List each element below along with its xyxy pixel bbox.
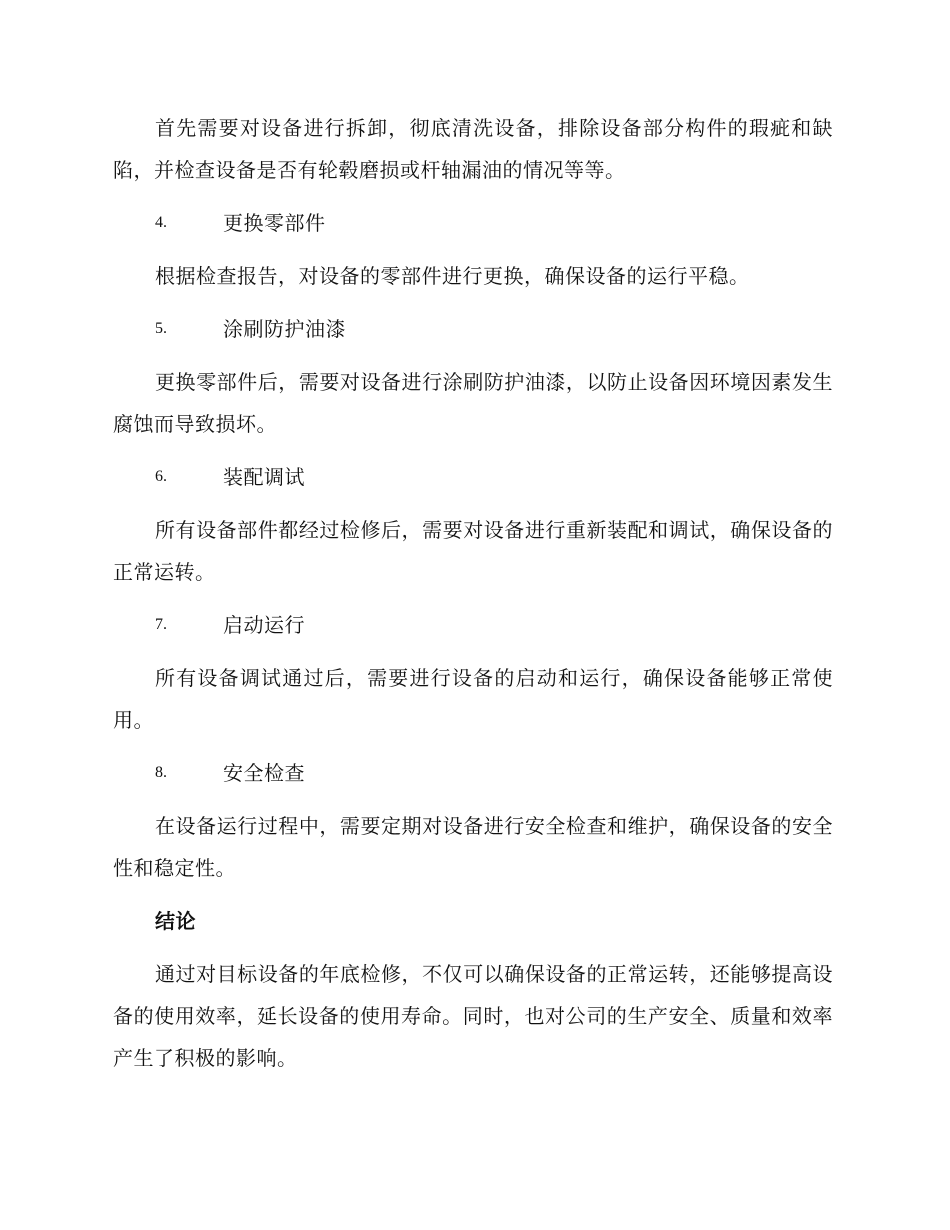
step-heading-8 <box>113 752 833 794</box>
step-number: 5. <box>155 320 167 337</box>
step-number: 4. <box>155 214 167 231</box>
step-title: 装配调试 <box>223 465 305 489</box>
step-body-8: 在设备运行过程中，需要定期对设备进行安全检查和维护，确保设备的安全性和稳定性。 <box>113 814 833 880</box>
step-title: 涂刷防护油漆 <box>223 317 346 341</box>
step-heading-6 <box>113 456 833 498</box>
step-heading-5 <box>113 308 833 350</box>
step-heading-7 <box>113 604 833 646</box>
step-title: 更换零部件 <box>223 211 326 235</box>
step-body-5: 更换零部件后，需要对设备进行涂刷防护油漆，以防止设备因环境因素发生腐蚀而导致损坏。 <box>113 370 833 436</box>
conclusion-paragraph: 通过对目标设备的年底检修，不仅可以确保设备的正常运转，还能够提高设备的使用效率，延长设备的使用寿命。同时，也对公司的生产安全、质量和效率产生了积极的影响。 <box>113 962 833 1070</box>
document-body <box>113 107 833 1090</box>
step-body-4: 根据检查报告，对设备的零部件进行更换，确保设备的运行平稳。 <box>155 264 750 288</box>
step-title: 安全检查 <box>223 761 305 785</box>
step-title: 启动运行 <box>223 613 305 637</box>
step-number: 7. <box>155 616 167 633</box>
step-number: 6. <box>155 468 167 485</box>
step-body-7: 所有设备调试通过后，需要进行设备的启动和运行，确保设备能够正常使用。 <box>113 666 833 732</box>
step-number: 8. <box>155 764 167 781</box>
step-heading-4 <box>113 202 833 244</box>
intro-paragraph: 首先需要对设备进行拆卸，彻底清洗设备，排除设备部分构件的瑕疵和缺陷，并检查设备是否有轮毂磨损或杆轴漏油的情况等等。 <box>113 116 833 182</box>
step-body-6: 所有设备部件都经过检修后，需要对设备进行重新装配和调试，确保设备的正常运转。 <box>113 518 833 584</box>
conclusion-heading: 结论 <box>155 909 196 933</box>
